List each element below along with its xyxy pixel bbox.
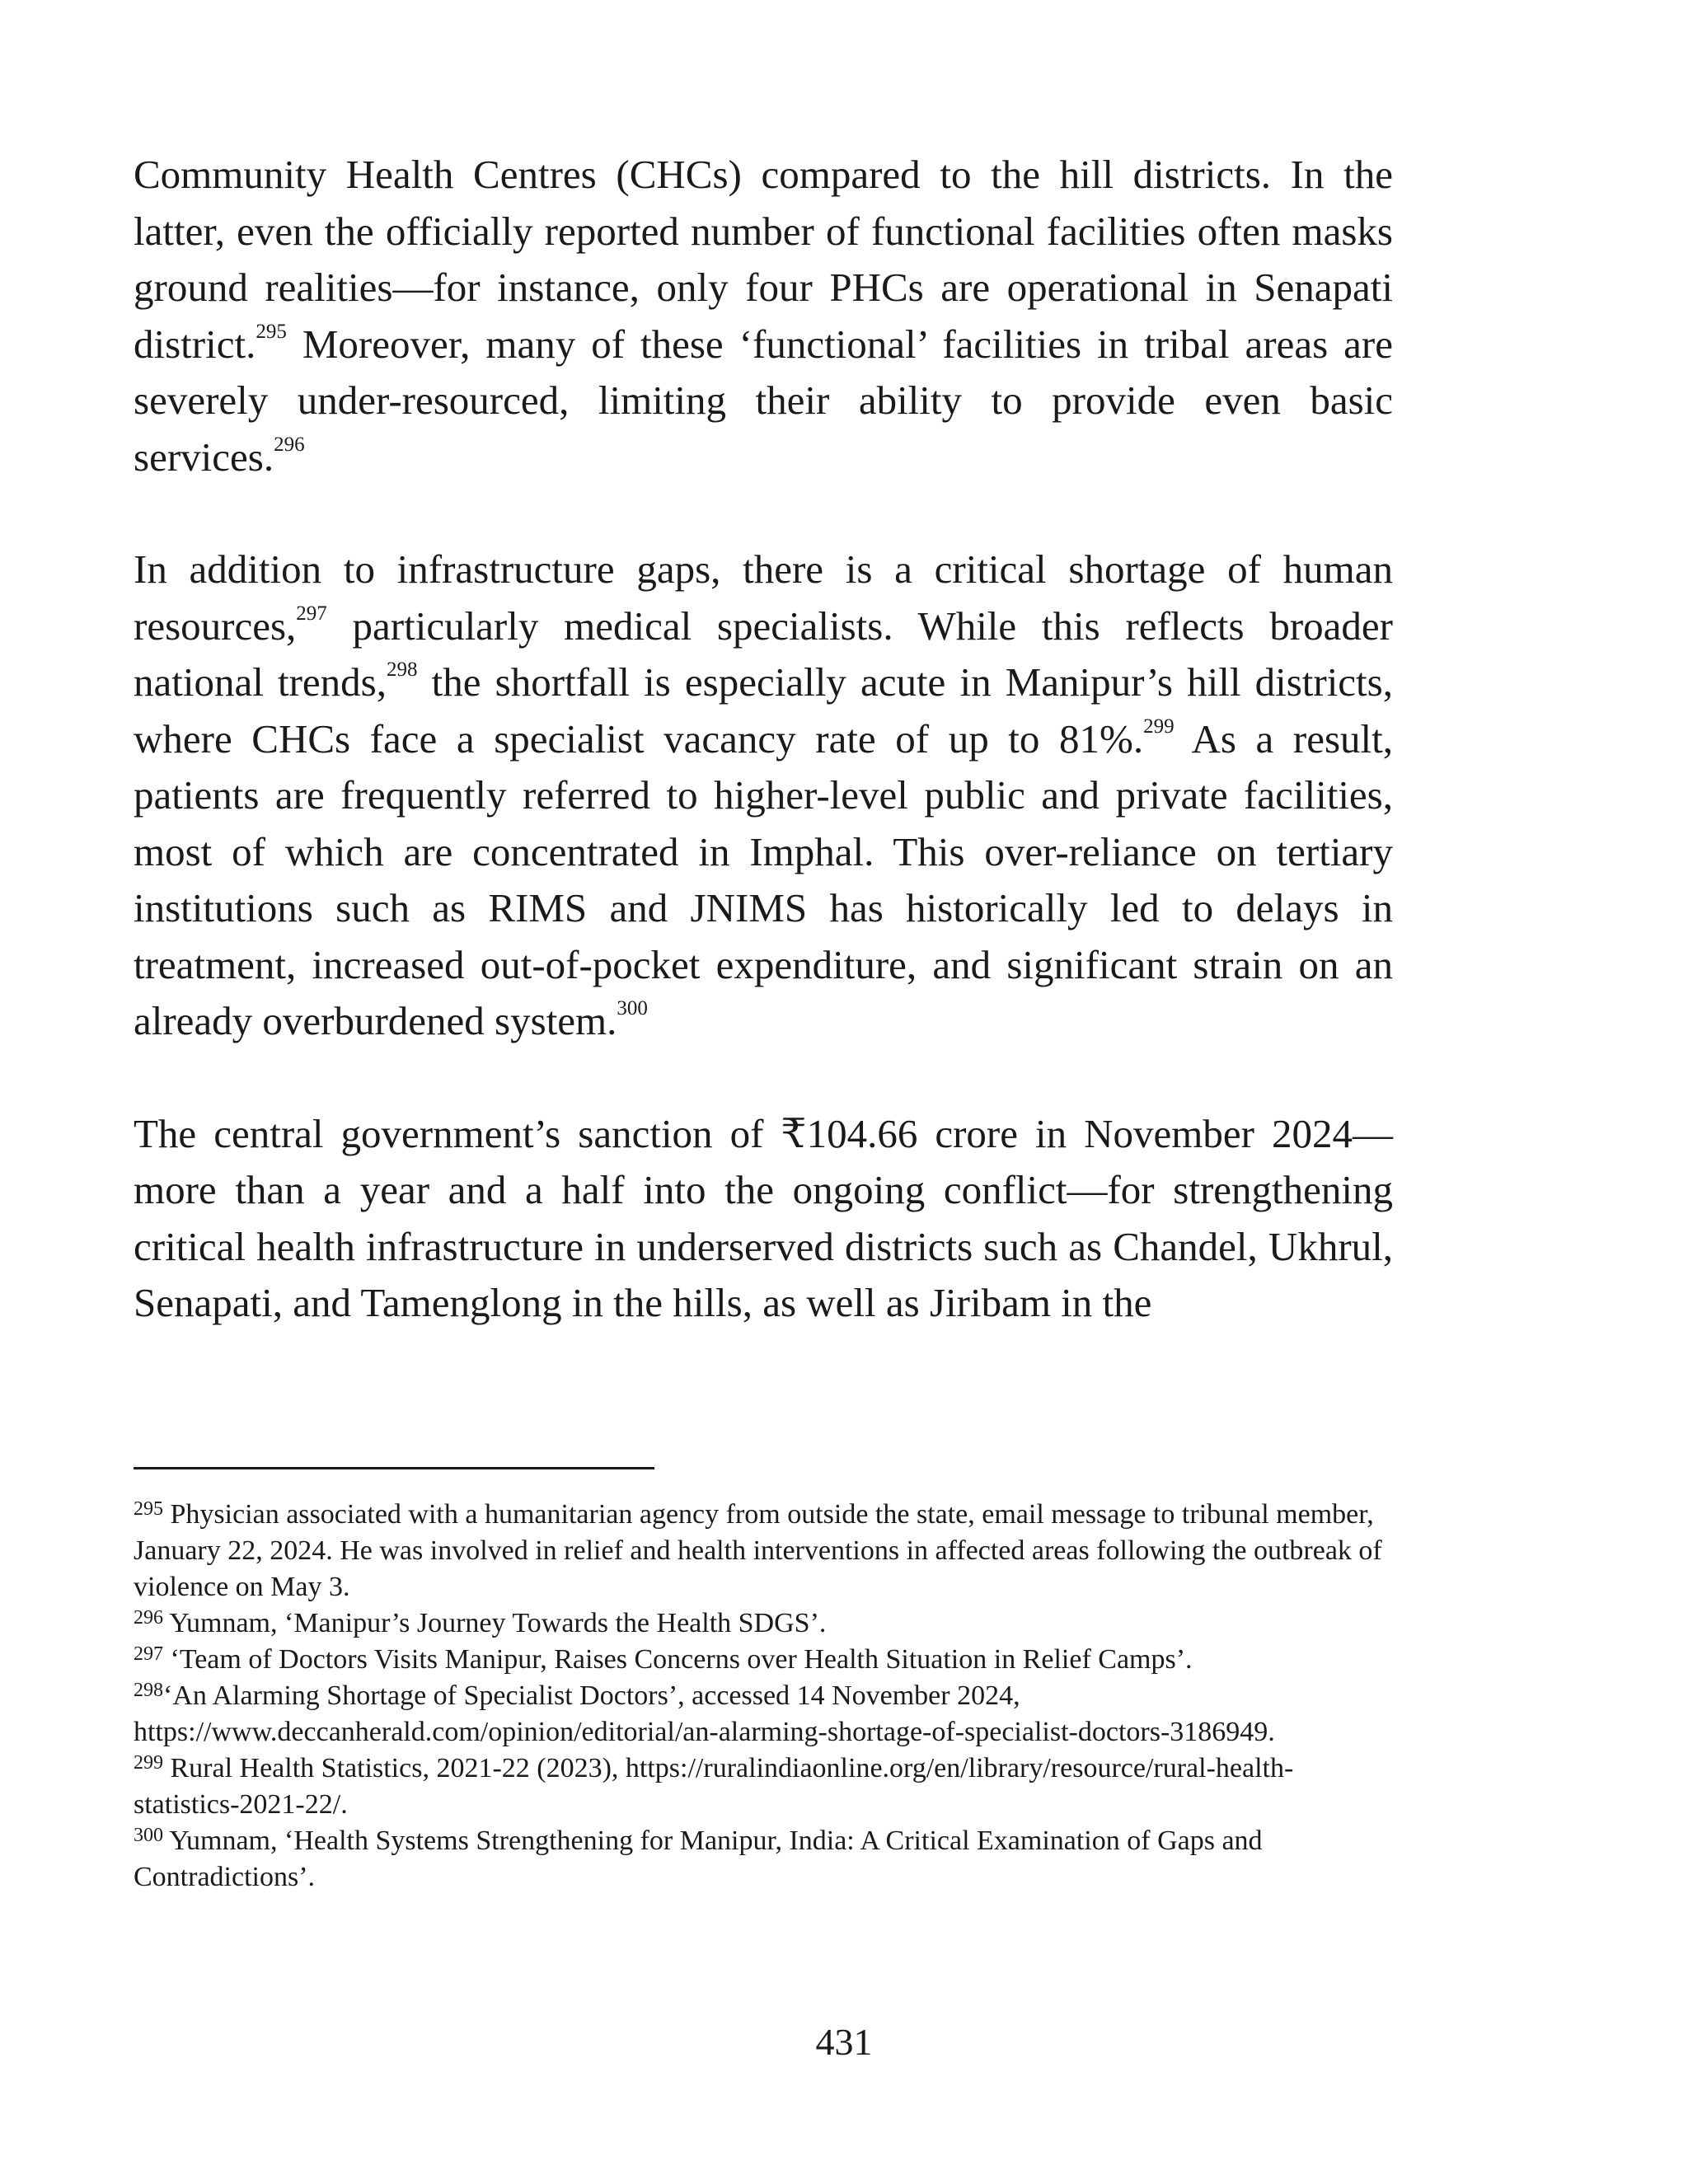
body-paragraph	[134, 541, 1393, 1050]
footnote-number: 298	[134, 1680, 163, 1701]
paragraph-text: particularly medical specialists. While this reflects broader national trends,	[134, 602, 1393, 705]
footnote-number: 299	[134, 1752, 163, 1774]
footnotes	[134, 1467, 1393, 1896]
footnote-number: 296	[134, 1607, 163, 1629]
footnote-number: 295	[134, 1498, 163, 1520]
footnote-299	[134, 1750, 1393, 1823]
footnote-number: 297	[134, 1643, 163, 1665]
paragraph-text: Moreover, many of these ‘functional’ facilities in tribal areas are severely under-resourced, limiting their ability to provide even basic services.	[134, 321, 1393, 480]
footnote-text: Yumnam, ‘Health Systems Strengthening for Manipur, India: A Critical Examination of Gaps and Contradictions’.	[134, 1825, 1263, 1892]
footnote-ref[interactable]: 296	[274, 433, 305, 456]
footnote-text: ‘An Alarming Shortage of Specialist Doctors’, accessed 14 November 2024, https://www.deccanherald.com/opinion/editorial/an-alarming-shortage-of-specialist-doctors-3186949.	[134, 1680, 1275, 1747]
body-paragraph	[134, 147, 1393, 485]
footnote-divider	[134, 1467, 654, 1469]
page-number: 431	[815, 2021, 873, 2063]
footnote-text: Rural Health Statistics, 2021-22 (2023), https://ruralindiaonline.org/en/library/resource/rural-health-statistics-2021-22/.	[134, 1753, 1294, 1820]
footnote-text: Physician associated with a humanitarian agency from outside the state, email message to tribunal member, January 22, 2024. He was involved in relief and health interventions in affected areas following the outbreak of violence on May 3.	[134, 1499, 1382, 1602]
paragraph-text: The central government’s sanction of ₹104.66 crore in November 2024—more than a year and a half into the ongoing conflict—for strengthening critical health infrastructure in underserved districts such as Chandel, Ukhrul, Senapati, and Tamenglong in the hills, as well as Jiribam in the	[134, 1110, 1393, 1325]
body-paragraph	[134, 1106, 1393, 1332]
paragraph-text: the shortfall is especially acute in Manipur’s hill districts, where CHCs face a specialist vacancy rate of up to 81%.	[134, 659, 1393, 762]
paragraph-text: In addition to infrastructure gaps, there is a critical shortage of human resources,	[134, 546, 1393, 649]
paragraph-text: As a result, patients are frequently referred to higher-level public and private facilities, most of which are concentrated in Imphal. This over-reliance on tertiary institutions such as RIMS and JNIMS has historically led to delays in treatment, increased out-of-pocket expenditure, and significant strain on an already overburdened system.	[134, 715, 1393, 1043]
footnote-text: ‘Team of Doctors Visits Manipur, Raises Concerns over Health Situation in Relief Camps’.	[163, 1644, 1193, 1675]
footnote-296	[134, 1605, 1393, 1642]
footnote-297	[134, 1642, 1393, 1678]
footnote-ref[interactable]: 298	[386, 658, 418, 681]
footnote-ref[interactable]: 297	[296, 602, 327, 625]
footnote-298	[134, 1678, 1393, 1750]
footnote-ref[interactable]: 300	[617, 997, 648, 1019]
footnote-300	[134, 1823, 1393, 1896]
footnote-ref[interactable]: 295	[256, 320, 287, 343]
footnote-text: Yumnam, ‘Manipur’s Journey Towards the Health SDGS’.	[163, 1608, 827, 1638]
footnote-295	[134, 1497, 1393, 1605]
paragraph-text: Community Health Centres (CHCs) compared to the hill districts. In the latter, even the officially reported number of functional facilities often masks ground realities—for instance, only four PHCs are operational in Senapati district.	[134, 152, 1393, 367]
main-text	[134, 147, 1393, 1388]
footnote-ref[interactable]: 299	[1143, 715, 1175, 738]
footnote-number: 300	[134, 1825, 163, 1846]
